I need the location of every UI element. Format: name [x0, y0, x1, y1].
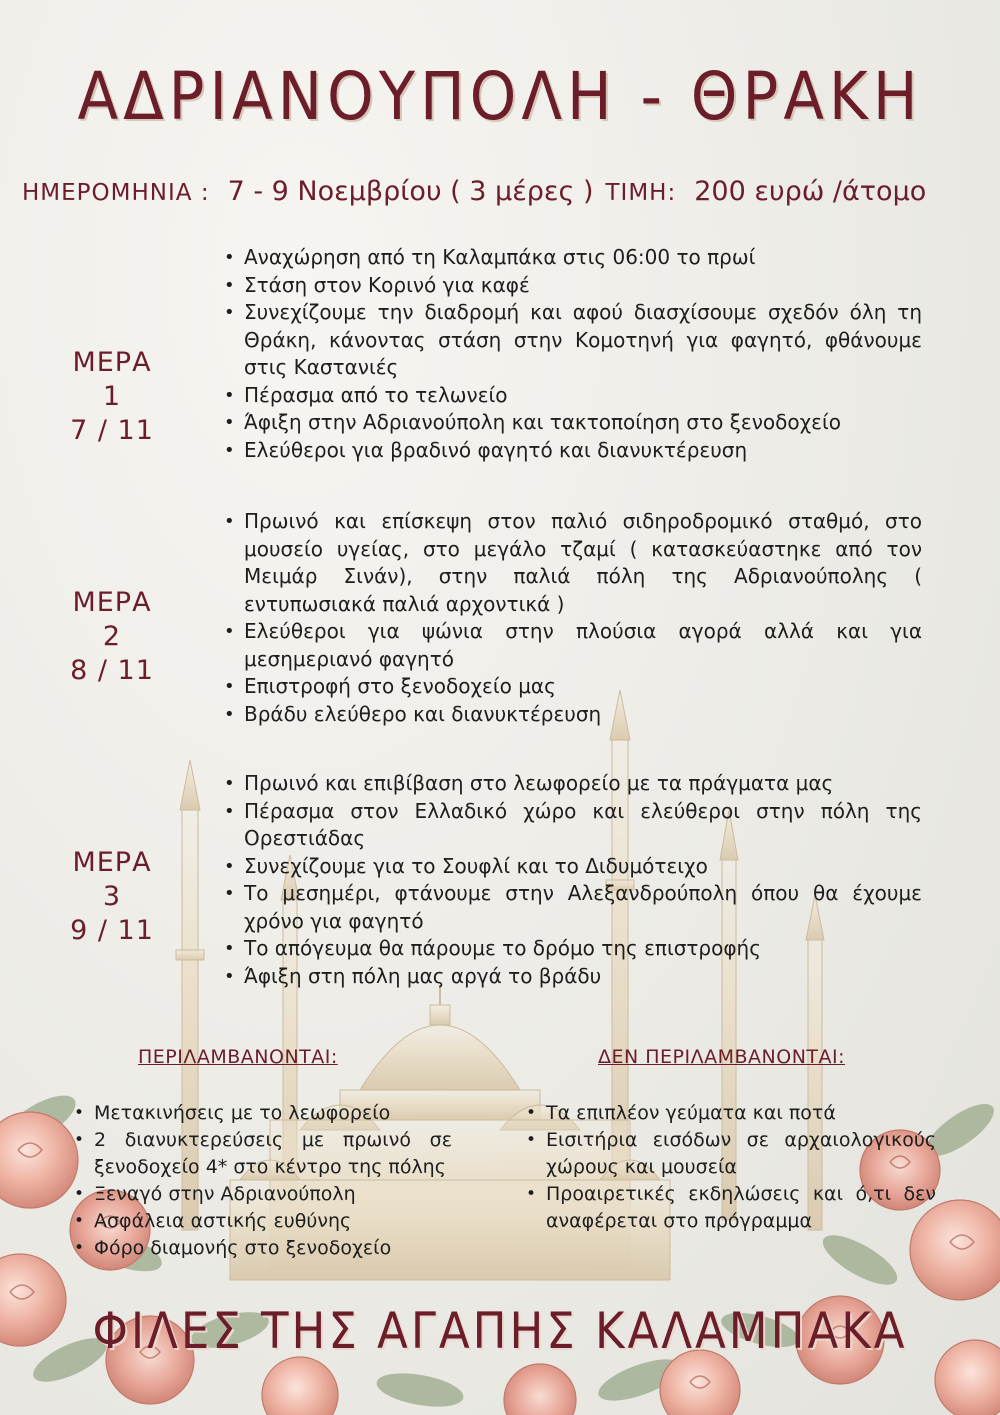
list-item: • 2 διανυκτερεύσεις με πρωινό σε ξενοδοχείο 4* στο κέντρο της πόλης: [72, 1127, 452, 1181]
not-included-list: [524, 1100, 936, 1235]
list-item: • Ελεύθεροι για βραδινό φαγητό και διανυκτέρευση: [222, 437, 922, 465]
list-item: • Προαιρετικές εκδηλώσεις και ό,τι δεν αναφέρεται στο πρόγραμμα: [524, 1181, 936, 1235]
day-3-title: ΜΕΡΑ 3: [72, 847, 152, 912]
organizer-name: ΦΙΛΕΣ ΤΗΣ ΑΓΑΠΗΣ ΚΑΛΑΜΠΑΚΑ: [92, 1302, 908, 1360]
list-item: • Συνεχίζουμε την διαδρομή και αφού διασχίσουμε σχεδόν όλη τη Θράκη, κάνοντας στάση στην Κομοτηνή για φαγητό, φθάνουμε στις Καστανιές: [222, 299, 922, 382]
list-item: • Εισιτήρια εισόδων σε αρχαιολογικούς χώρους και μουσεία: [524, 1127, 936, 1181]
list-item: • Άφιξη στη πόλη μας αργά το βράδυ: [222, 963, 922, 991]
included-heading: ΠΕΡΙΛΑΜΒΑΝΟΝΤΑΙ:: [138, 1046, 338, 1068]
price-label: ΤΙΜΗ:: [605, 180, 677, 206]
day-2-title: ΜΕΡΑ 2: [72, 587, 152, 652]
list-item: • Ασφάλεια αστικής ευθύνης: [72, 1208, 452, 1235]
list-item: • Πρωινό και επιβίβαση στο λεωφορείο με τα πράγματα μας: [222, 770, 922, 798]
day-1-label: [62, 346, 162, 448]
list-item: • Πέρασμα στον Ελλαδικό χώρο και ελεύθεροι στην πόλη της Ορεστιάδας: [222, 798, 922, 853]
list-item: • Στάση στον Κορινό για καφέ: [222, 272, 922, 300]
day-2-label: [62, 586, 162, 688]
day-3-date: 9 / 11: [70, 915, 154, 946]
list-item: • Το απόγευμα θα πάρουμε το δρόμο της επιστροφής: [222, 935, 922, 963]
day-1-date: 7 / 11: [70, 415, 154, 446]
day-2-date: 8 / 11: [70, 655, 154, 686]
date-label: ΗΜΕΡΟΜΗΝΙΑ :: [22, 180, 210, 206]
page-title: ΑΔΡΙΑΝΟΥΠΟΛΗ - ΘΡΑΚΗ: [77, 58, 923, 135]
list-item: • Βράδυ ελεύθερο και διανυκτέρευση: [222, 701, 922, 729]
list-item: • Αναχώρηση από τη Καλαμπάκα στις 06:00 το πρωί: [222, 244, 922, 272]
list-item: • Το μεσημέρι, φτάνουμε στην Αλεξανδρούπολη όπου θα έχουμε χρόνο για φαγητό: [222, 880, 922, 935]
list-item: • Ξεναγό στην Αδριανούπολη: [72, 1181, 452, 1208]
not-included-heading: ΔΕΝ ΠΕΡΙΛΑΜΒΑΝΟΝΤΑΙ:: [598, 1046, 846, 1068]
list-item: • Άφιξη στην Αδριανούπολη και τακτοποίηση στο ξενοδοχείο: [222, 409, 922, 437]
list-item: • Πέρασμα από το τελωνείο: [222, 382, 922, 410]
included-list: [72, 1100, 452, 1262]
price-value: 200 ευρώ /άτομο: [694, 176, 927, 207]
list-item: • Τα επιπλέον γεύματα και ποτά: [524, 1100, 936, 1127]
list-item: • Φόρο διαμονής στο ξενοδοχείο: [72, 1235, 452, 1262]
date-price-line: [22, 176, 982, 207]
list-item: • Μετακινήσεις με το λεωφορείο: [72, 1100, 452, 1127]
date-value: 7 - 9 Νοεμβρίου ( 3 μέρες ): [227, 176, 594, 207]
list-item: • Πρωινό και επίσκεψη στον παλιό σιδηροδρομικό σταθμό, στο μουσείο υγείας, στο μεγάλο τζαμί ( κατασκεύαστηκε από τον Μειμάρ Σινάν), στην παλιά πόλη της Αδριανούπολης ( εντυπωσιακά παλιά αρχοντικά ): [222, 508, 922, 618]
day-2-itinerary: [222, 508, 922, 728]
day-3-itinerary: [222, 770, 922, 990]
day-1-itinerary: [222, 244, 922, 464]
day-3-label: [62, 846, 162, 948]
day-1-title: ΜΕΡΑ 1: [72, 347, 152, 412]
list-item: • Ελεύθεροι για ψώνια στην πλούσια αγορά αλλά και για μεσημεριανό φαγητό: [222, 618, 922, 673]
list-item: • Συνεχίζουμε για το Σουφλί και το Διδυμότειχο: [222, 853, 922, 881]
list-item: • Επιστροφή στο ξενοδοχείο μας: [222, 673, 922, 701]
